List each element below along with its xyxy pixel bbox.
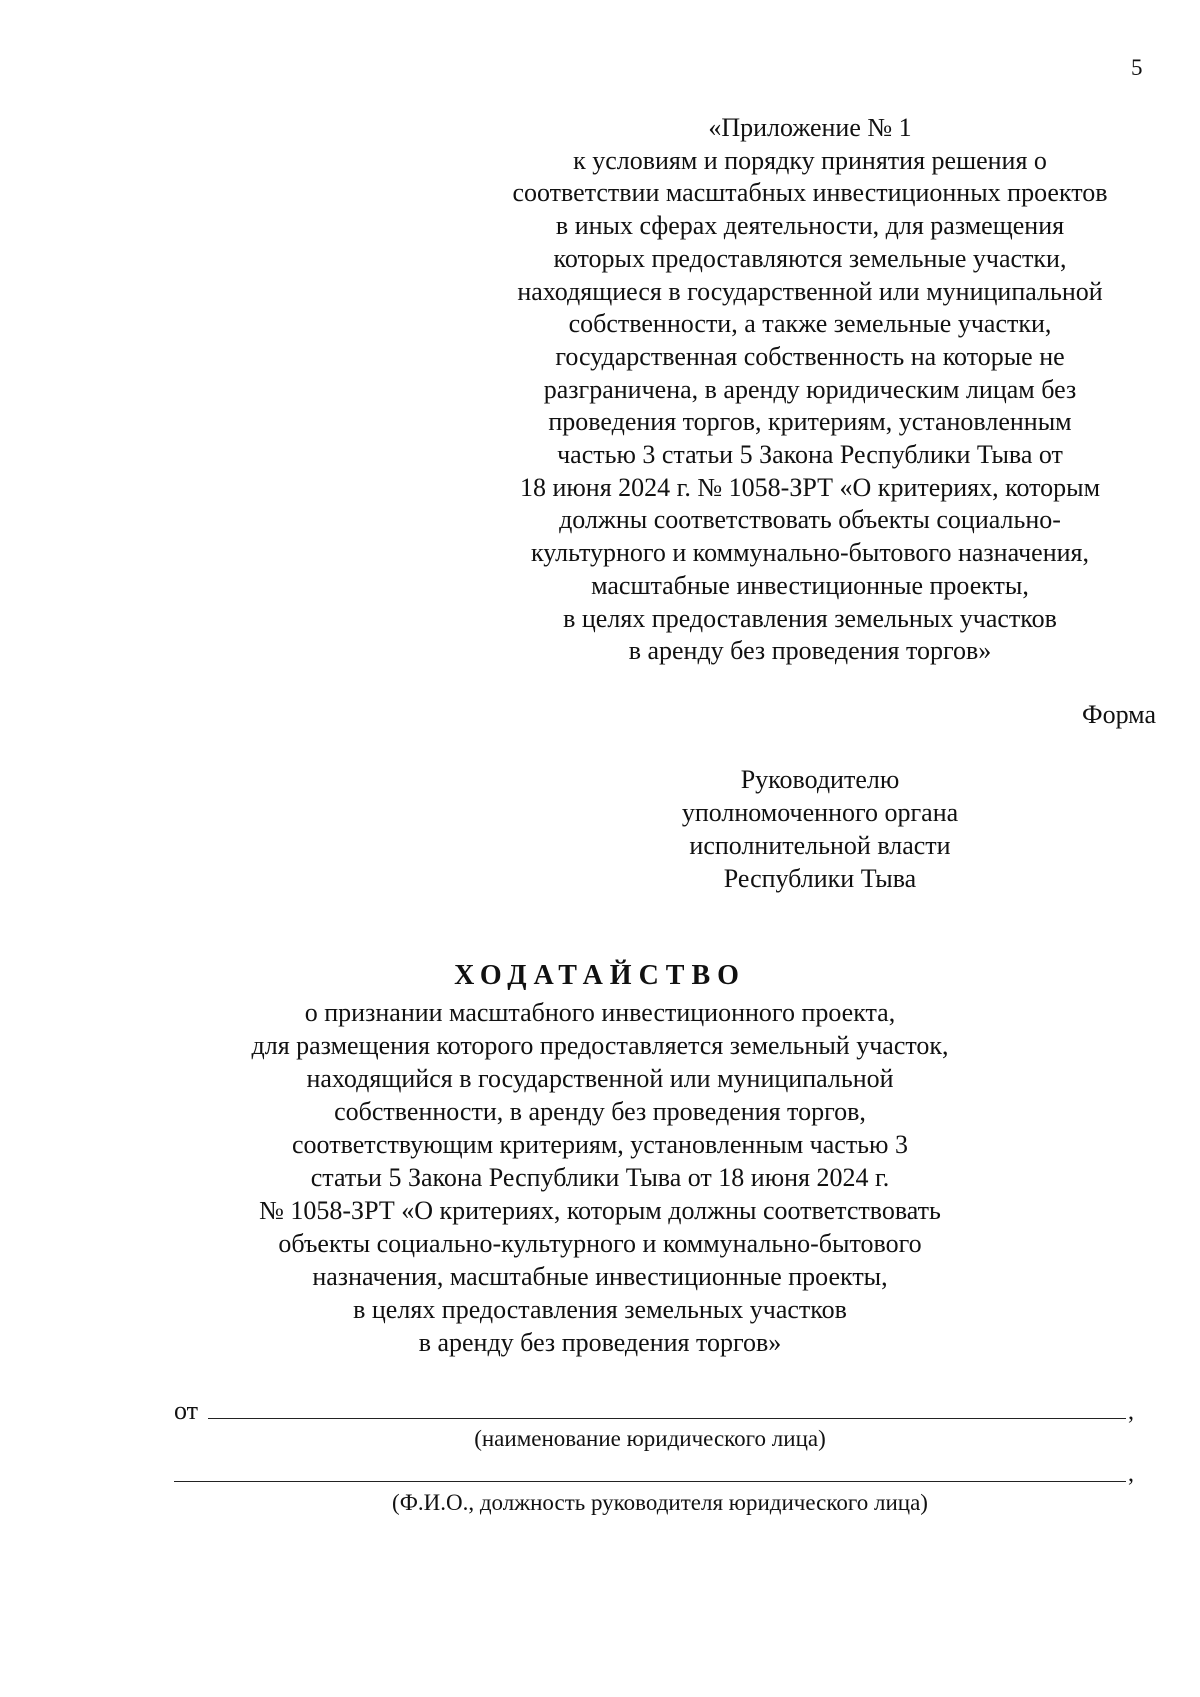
petition-line: статьи 5 Закона Республики Тыва от 18 июня 2024 г. — [310, 1163, 890, 1192]
appendix-line: культурного и коммунально-бытового назначения, — [530, 538, 1089, 568]
addressee-line: Руководителю — [740, 765, 900, 794]
appendix-header — [470, 112, 1150, 668]
addressee-line: исполнительной власти — [689, 831, 951, 860]
petition-line: в аренду без проведения торгов» — [418, 1328, 782, 1357]
appendix-line: государственная собственность на которые не — [555, 341, 1065, 371]
petition-line: объекты социально-культурного и коммунально-бытового — [278, 1229, 922, 1258]
head-name-line[interactable] — [174, 1481, 1126, 1482]
appendix-line: «Приложение № 1 — [708, 113, 912, 142]
comma: , — [1128, 1461, 1134, 1487]
appendix-line: проведения торгов, критериям, установленным — [548, 407, 1072, 437]
head-name-caption: (Ф.И.О., должность руководителя юридического лица) — [392, 1490, 928, 1515]
petition-line: соответствующим критериям, установленным частью 3 — [292, 1130, 908, 1159]
appendix-line: 18 июня 2024 г. № 1058-ЗРТ «О критериях, которым — [519, 472, 1101, 502]
petition-line: назначения, масштабные инвестиционные проекты, — [312, 1262, 888, 1291]
form-label: Форма — [1082, 700, 1156, 729]
appendix-line: находящиеся в государственной или муниципальной — [517, 276, 1103, 306]
addressee-line: уполномоченного органа — [681, 798, 959, 827]
comma: , — [1128, 1399, 1134, 1425]
petition-line: для размещения которого предоставляется земельный участок, — [251, 1031, 949, 1060]
petition-line: в целях предоставления земельных участков — [353, 1295, 847, 1324]
org-name-line[interactable] — [208, 1418, 1126, 1419]
petition-line: о признании масштабного инвестиционного проекта, — [304, 998, 896, 1027]
appendix-line: должны соответствовать объекты социально- — [559, 505, 1061, 535]
petition-line: находящийся в государственной или муниципальной — [306, 1064, 894, 1093]
org-name-caption: (наименование юридического лица) — [474, 1426, 826, 1451]
petition-title: ХОДАТАЙСТВО — [454, 960, 746, 991]
addressee-block — [620, 763, 1020, 895]
page-number: 5 — [1131, 55, 1143, 80]
appendix-line: в аренду без проведения торгов» — [628, 636, 992, 666]
appendix-line: масштабные инвестиционные проекты, — [591, 570, 1029, 600]
appendix-line: в иных сферах деятельности, для размещения — [555, 211, 1065, 241]
appendix-line: к условиям и порядку принятия решения о — [573, 145, 1047, 175]
petition-subtitle — [200, 996, 1000, 1359]
appendix-line: которых предоставляются земельные участки, — [553, 243, 1067, 273]
petition-line: собственности, в аренду без проведения торгов, — [334, 1097, 866, 1126]
appendix-line: собственности, а также земельные участки, — [568, 309, 1052, 339]
appendix-line: в целях предоставления земельных участков — [563, 603, 1057, 633]
from-label: от — [174, 1396, 199, 1425]
appendix-line: соответствии масштабных инвестиционных проектов — [512, 178, 1108, 208]
addressee-line: Республики Тыва — [723, 864, 917, 893]
petition-line: № 1058-ЗРТ «О критериях, которым должны соответствовать — [259, 1196, 941, 1225]
appendix-line: разграничена, в аренду юридическим лицам без — [543, 374, 1077, 404]
appendix-line: частью 3 статьи 5 Закона Республики Тыва от — [557, 440, 1063, 470]
